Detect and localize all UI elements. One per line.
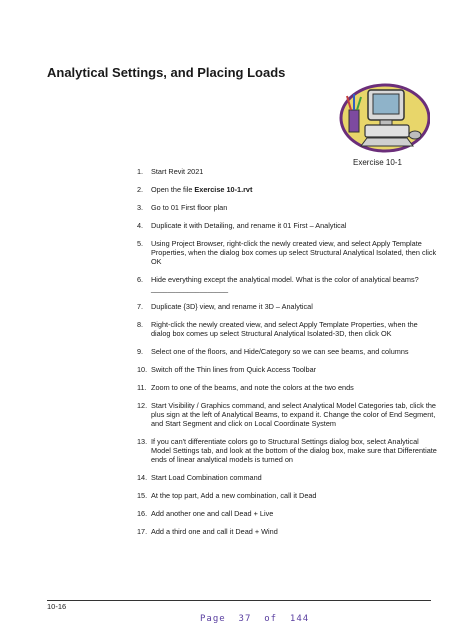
step-text: Using Project Browser, right-click the newly created view, and select Apply Template Properties, when the dialog box comes up select Structural Analytical Isolated, then click OK bbox=[151, 239, 437, 266]
step-text: Hide everything except the analytical model. What is the color of analytical beams? ___________________ bbox=[151, 275, 419, 293]
step-text: Start Revit 2021 bbox=[151, 167, 204, 176]
step-text: Duplicate it with Detailing, and rename it 01 First – Analytical bbox=[151, 221, 347, 230]
list-item: 9. Select one of the floors, and Hide/Category so we can see beams, and columns bbox=[137, 347, 409, 356]
list-item: 4. Duplicate it with Detailing, and rename it 01 First – Analytical bbox=[137, 221, 347, 230]
steps-list bbox=[137, 167, 437, 536]
list-item: 1. Start Revit 2021 bbox=[137, 167, 204, 176]
list-item: 3. Go to 01 First floor plan bbox=[137, 203, 228, 212]
step-text: Duplicate {3D} view, and rename it 3D – Analytical bbox=[151, 302, 313, 311]
page-indicator bbox=[200, 614, 309, 624]
step-text: At the top part, Add a new combination, call it Dead bbox=[151, 491, 317, 500]
list-item: 2. Open the file Exercise 10-1.rvt bbox=[137, 185, 253, 194]
step-text: Go to 01 First floor plan bbox=[151, 203, 228, 212]
list-item: 13. If you can't differentiate colors go to Structural Settings dialog box, select Analytical Model Settings tab, and look at the bottom of the dialog box, make sure that Differentiate ends of linear analytical models is turned on bbox=[137, 437, 437, 464]
list-item: 5. Using Project Browser, right-click the newly created view, and select Apply Template Properties, when the dialog box comes up select Structural Analytical Isolated, then click OK bbox=[137, 239, 437, 266]
step-text: If you can't differentiate colors go to Structural Settings dialog box, select Analytical Model Settings tab, and look at the bottom of the dialog box, make sure that Differentiate ends of linear analytical models is turned on bbox=[151, 437, 437, 464]
list-item: 17. Add a third one and call it Dead + Wind bbox=[137, 527, 278, 536]
list-item: 7. Duplicate {3D} view, and rename it 3D – Analytical bbox=[137, 302, 313, 311]
list-item: 12. Start Visibility / Graphics command, and select Analytical Model Categories tab, click the plus sign at the left of Analytical Beams, to expand it. Change the color of End Segment, and Start Segment and click on Local Coordinate System bbox=[137, 401, 436, 428]
list-item: 15. At the top part, Add a new combination, call it Dead bbox=[137, 491, 317, 500]
step-text: Add a third one and call it Dead + Wind bbox=[151, 527, 278, 536]
computer-clipart-icon bbox=[335, 80, 430, 155]
list-item: 6. Hide everything except the analytical model. What is the color of analytical beams? ___________________ bbox=[137, 275, 419, 293]
current-page: 37 bbox=[238, 614, 252, 624]
list-item: 10. Switch off the Thin lines from Quick Access Toolbar bbox=[137, 365, 317, 374]
list-item: 14. Start Load Combination command bbox=[137, 473, 262, 482]
step-text: Switch off the Thin lines from Quick Access Toolbar bbox=[151, 365, 317, 374]
footer-page-number: 10-16 bbox=[47, 602, 67, 611]
step-text: Start Load Combination command bbox=[151, 473, 262, 482]
footer-divider bbox=[47, 600, 431, 601]
file-name: Exercise 10-1.rvt bbox=[194, 185, 253, 194]
step-text: Add another one and call Dead + Live bbox=[151, 509, 274, 518]
page-indicator-label: Page bbox=[200, 614, 226, 624]
step-text: Select one of the floors, and Hide/Category so we can see beams, and columns bbox=[151, 347, 409, 356]
step-text: Start Visibility / Graphics command, and select Analytical Model Categories tab, click the plus sign at the left of Analytical Beams, to expand it. Change the color of End Segment, and Start Segment and click on Local Coordinate System bbox=[151, 401, 436, 428]
total-pages: 144 bbox=[289, 614, 310, 624]
step-text: Right-click the newly created view, and select Apply Template Properties, when the dialog box comes up select Structural Analytical Isolated-3D, then click OK bbox=[151, 320, 418, 338]
list-item: 8. Right-click the newly created view, and select Apply Template Properties, when the dialog box comes up select Structural Analytical Isolated-3D, then click OK bbox=[137, 320, 418, 338]
page-title: Analytical Settings, and Placing Loads bbox=[47, 65, 286, 80]
step-text: Zoom to one of the beams, and note the colors at the two ends bbox=[151, 383, 354, 392]
step-text: Open the file bbox=[151, 185, 195, 194]
list-item: 16. Add another one and call Dead + Live bbox=[137, 509, 274, 518]
of-label: of bbox=[264, 614, 278, 624]
exercise-caption: Exercise 10-1 bbox=[353, 158, 402, 167]
list-item: 11. Zoom to one of the beams, and note the colors at the two ends bbox=[137, 383, 354, 392]
